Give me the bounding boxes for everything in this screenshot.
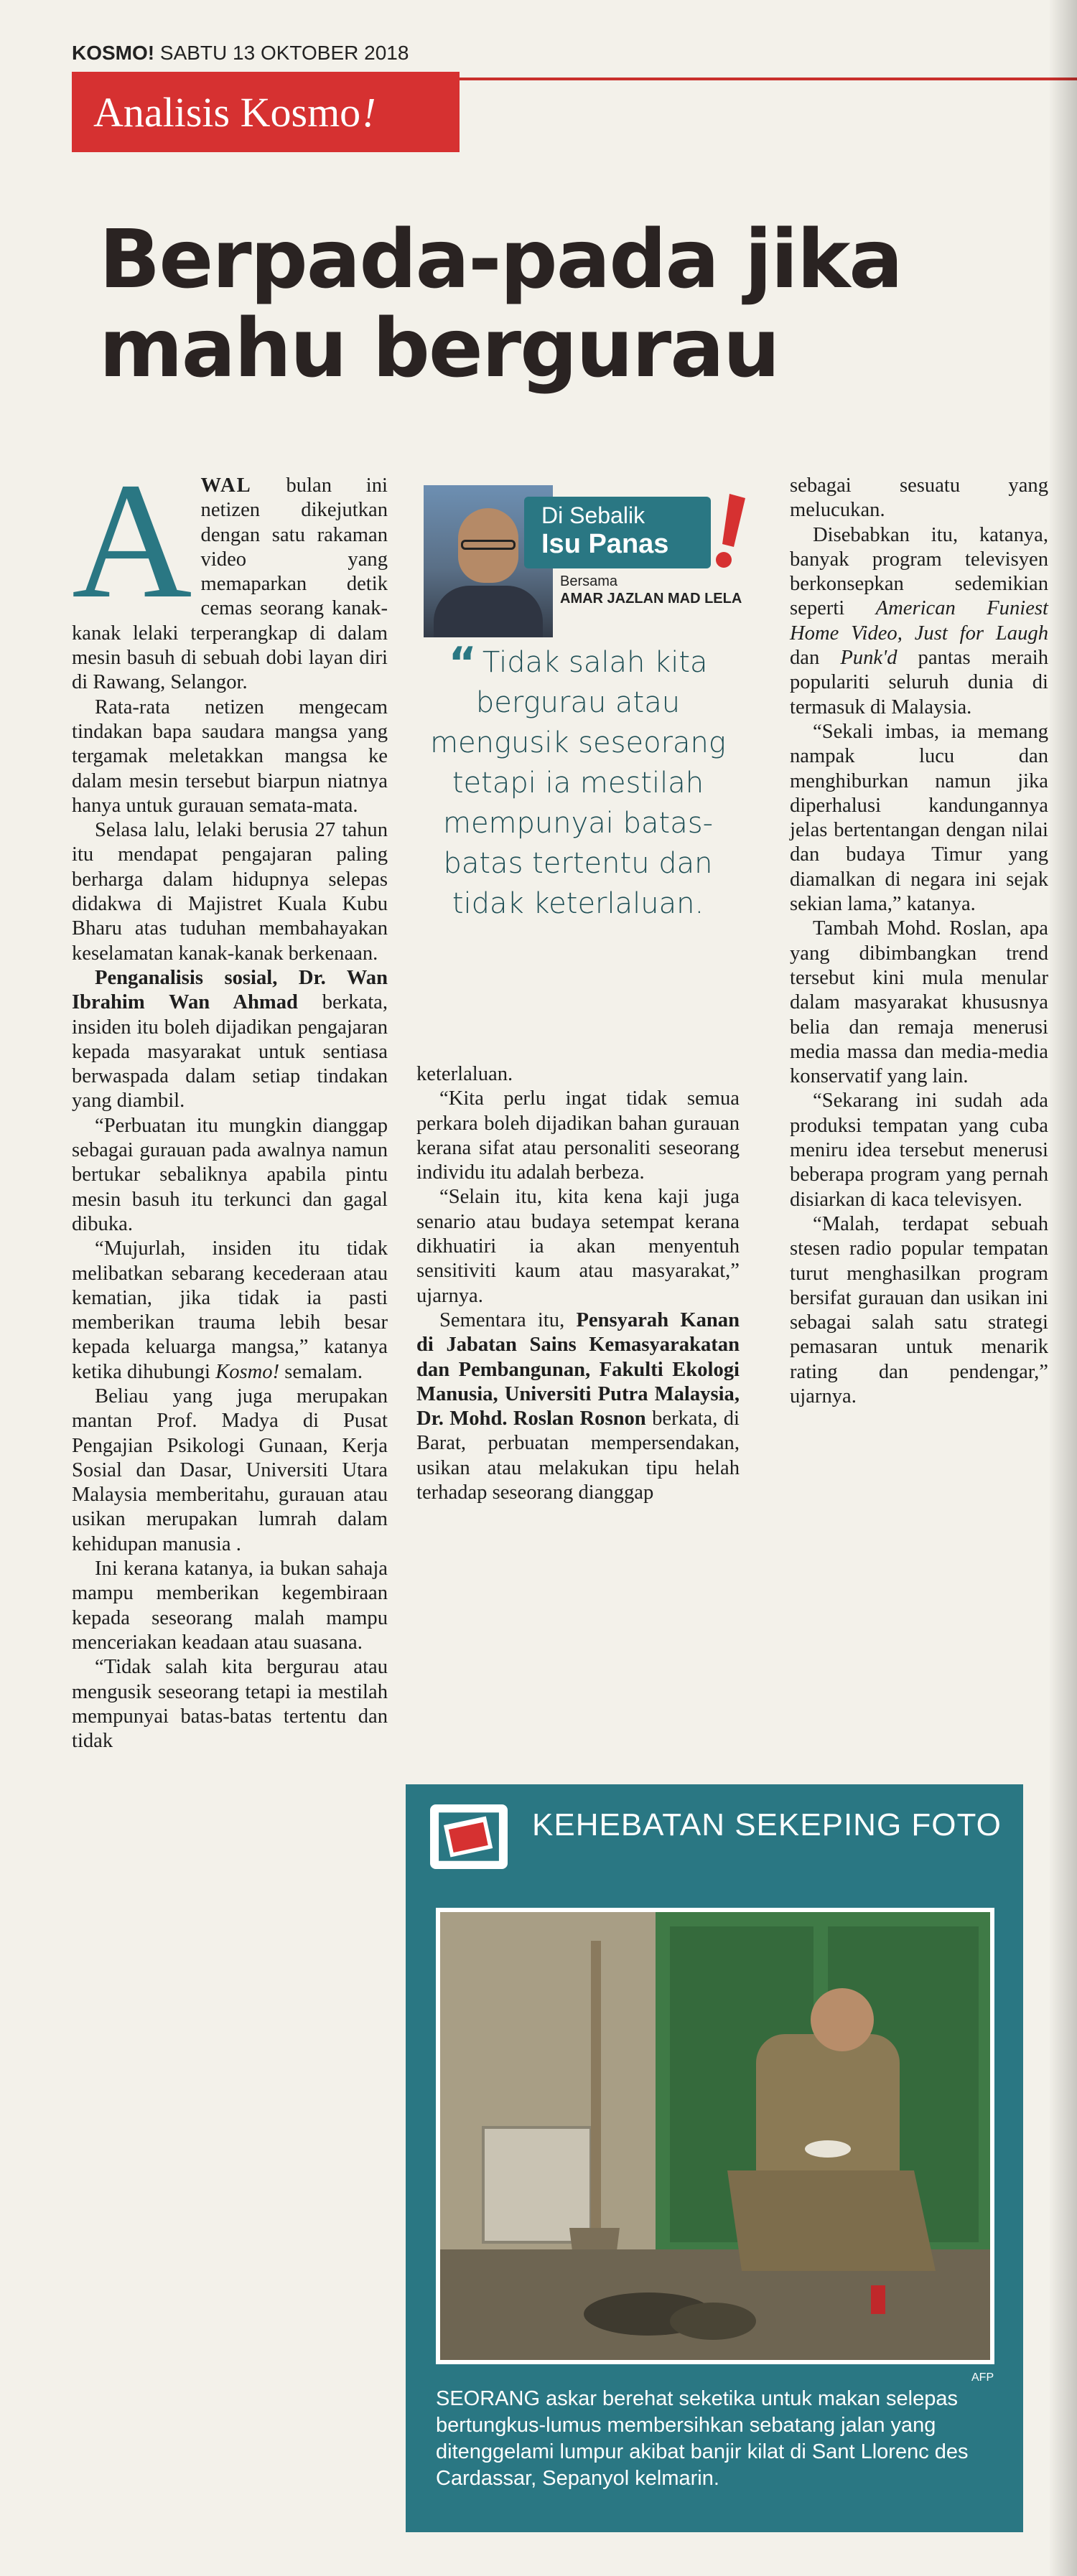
columnist-shirt <box>434 586 543 637</box>
column-title-line-1: Di Sebalik <box>541 502 645 528</box>
programme-name: Punk'd <box>840 647 898 670</box>
article-paragraph: “Malah, terdapat sebuah stesen radio popular tempatan turut menghasilkan program bersifat gurauan dan usikan ini sebagai salah satu strategi pemasaran untuk menarik rating dan pendengar,” ujarnya. <box>790 1212 1048 1408</box>
programme-names: American Funiest Home Video, Just for Laugh <box>790 597 1048 645</box>
drop-cap: A <box>72 449 192 633</box>
article-paragraph <box>416 1308 740 1505</box>
soldier-photo-illustration <box>440 1912 990 2360</box>
photo-stack-icon <box>430 1804 508 1869</box>
article-paragraph <box>72 966 388 1114</box>
photo-credit: AFP <box>971 2371 994 2384</box>
paragraph-text: berkata, insiden itu boleh dijadikan pengajaran kepada masyarakat untuk sentiasa berwaspada dalam setiap tindakan yang diambil. <box>72 991 388 1113</box>
exclamation-icon <box>705 491 748 570</box>
page-edge-shadow <box>1048 0 1077 2576</box>
column-title-line-2: Isu Panas <box>541 529 669 559</box>
headline-line-2: mahu bergurau <box>99 302 779 395</box>
paragraph-text: “Mujurlah, insiden itu tidak melibatkan sebarang kecederaan atau kematian, jika tidak ia pasti memberikan trauma lebih besar kepada keluarga mangsa,” katanya ketika dihubungi <box>72 1237 388 1383</box>
masthead <box>72 42 409 65</box>
article-column-3 <box>790 474 1048 1409</box>
section-label-box <box>72 72 460 152</box>
paper-name: KOSMO! <box>72 42 155 64</box>
quote-mark-icon: “ <box>448 638 477 688</box>
article-paragraph: Beliau yang juga merupakan mantan Prof. Madya di Pusat Pengajian Psikologi Gunaan, Kerja Sosial dan Dasar, Universiti Utara Malaysia memberitahu, gurauan atau usikan merupakan lumrah dalam kehidupan manusia . <box>72 1385 388 1555</box>
first-word: WAL <box>200 474 252 497</box>
headline <box>99 215 1047 393</box>
article-paragraph: “Sekali imbas, ia memang nampak lucu dan menghiburkan namun jika diperhalusi kandungannya jelas bertentangan dengan nilai dan budaya Timur yang diamalkan di negara ini sejak sekian lama,” katanya. <box>790 720 1048 916</box>
article-paragraph: Ini kerana katanya, ia bukan sahaja mampu memberikan kegembiraan kepada seseorang malah mampu menceriakan keadaan atau suasana. <box>72 1558 388 1654</box>
article-paragraph: “Tidak salah kita bergurau atau mengusik seseorang tetapi ia mestilah mempunyai batas-batas tertentu dan tidak <box>72 1656 388 1753</box>
section-label: Analisis Kosmo <box>93 88 361 136</box>
byline-label: Bersama <box>560 573 618 589</box>
photo-caption: SEORANG askar berehat seketika untuk makan selepas bertungkus-lumus membersihkan sebatang jalan yang ditenggelami lumpur akibat banjir kilat di Sant Llorenc des Cardassar, Sepanyol kelmarin. <box>436 2387 969 2490</box>
paragraph-text: dan <box>790 647 841 670</box>
article-paragraph: “Perbuatan itu mungkin dianggap sebagai gurauan pada awalnya namun bertukar sebaliknya apabila pintu mesin basuh itu terkunci dan gagal dibuka. <box>72 1114 388 1235</box>
columnist-name: AMAR JAZLAN MAD LELA <box>560 591 742 606</box>
article-paragraph: Tambah Mohd. Roslan, apa yang dibimbangkan trend tersebut kini mula menular dalam masyarakat khususnya belia dan remaja menerusi media massa dan media-media konservatif yang lain. <box>790 917 1048 1088</box>
article-paragraph <box>72 1237 388 1385</box>
article-paragraph <box>72 449 388 695</box>
columnist-panel <box>424 479 754 636</box>
source-name: Penganalisis sosial, Dr. Wan Ibrahim Wan Ahmad <box>72 966 388 1014</box>
column-banner <box>524 497 711 568</box>
article-column-2 <box>416 1062 740 1505</box>
pull-quote <box>420 638 736 924</box>
headline-line-1: Berpada-pada jika <box>99 213 902 306</box>
section-bang: ! <box>362 88 376 136</box>
column-byline <box>560 573 742 607</box>
article-paragraph: “Sekarang ini sudah ada produksi tempatan yang cuba meniru idea tersebut menerusi beberapa program yang pernah disiarkan di kaca televisyen. <box>790 1090 1048 1211</box>
paragraph-text: bulan ini netizen dikejutkan dengan satu rakaman video yang memaparkan detik cemas seorang kanak-kanak lelaki terperangkap di dalam mesin basuh di sebuah dobi layan diri di Rawang, Selangor. <box>72 474 388 694</box>
article-paragraph: sebagai sesuatu yang melucukan. <box>790 474 1048 522</box>
paragraph-text: pantas meraih populariti seluruh dunia di termasuk di Malaysia. <box>790 647 1049 718</box>
article-column-1 <box>72 449 388 1753</box>
paragraph-text: Sementara itu, <box>439 1308 577 1331</box>
columnist-glasses <box>461 540 516 550</box>
news-photo <box>436 1908 994 2364</box>
issue-date: SABTU 13 OKTOBER 2018 <box>159 42 409 64</box>
paragraph-text: semalam. <box>279 1360 363 1383</box>
article-paragraph: Rata-rata netizen mengecam tindakan bapa saudara mangsa yang tergamak meletakkan mangsa ke dalam mesin tersebut biarpun niatnya hanya untuk gurauan semata-mata. <box>72 695 388 817</box>
photo-feature-box <box>406 1784 1023 2532</box>
article-paragraph: keterlaluan. <box>416 1063 513 1085</box>
article-paragraph <box>790 523 1048 720</box>
paragraph-text: Disebabkan itu, katanya, banyak program televisyen berkonsepkan sedemikian seperti <box>790 523 1048 620</box>
article-paragraph: “Kita perlu ingat tidak semua perkara boleh dijadikan bahan gurauan kerana sifat atau personaliti seseorang individu itu adalah berbeza. <box>416 1087 740 1184</box>
pull-quote-text: Tidak salah kita bergurau atau mengusik seseorang tetapi ia mestilah mempunyai batas-batas tertentu dan tidak keterlaluan. <box>430 646 726 920</box>
publication-name: Kosmo! <box>215 1360 280 1383</box>
masthead-rule <box>431 78 1077 80</box>
photo-feature-title: KEHEBATAN SEKEPING FOTO <box>532 1807 1002 1842</box>
article-paragraph: Selasa lalu, lelaki berusia 27 tahun itu mendapat pengajaran paling berharga dalam hidupnya selepas didakwa di Majistret Kuala Kubu Bharu atas tuduhan membahayakan keselamatan kanak-kanak berkenaan. <box>72 819 388 965</box>
source-name: Pensyarah Kanan di Jabatan Sains Kemasyarakatan dan Pembangunan, Fakulti Ekologi Manusia, Universiti Putra Malaysia, Dr. Mohd. Roslan Rosnon <box>416 1308 740 1430</box>
article-paragraph: “Selain itu, kita kena kaji juga senario atau budaya setempat kerana dikhuatiri ia akan menyentuh sensitiviti kaum atau masyarakat,” ujarnya. <box>416 1186 740 1307</box>
paragraph-text: berkata, di Barat, perbuatan mempersendakan, usikan atau melakukan tipu helah terhadap seseorang dianggap <box>416 1408 740 1504</box>
